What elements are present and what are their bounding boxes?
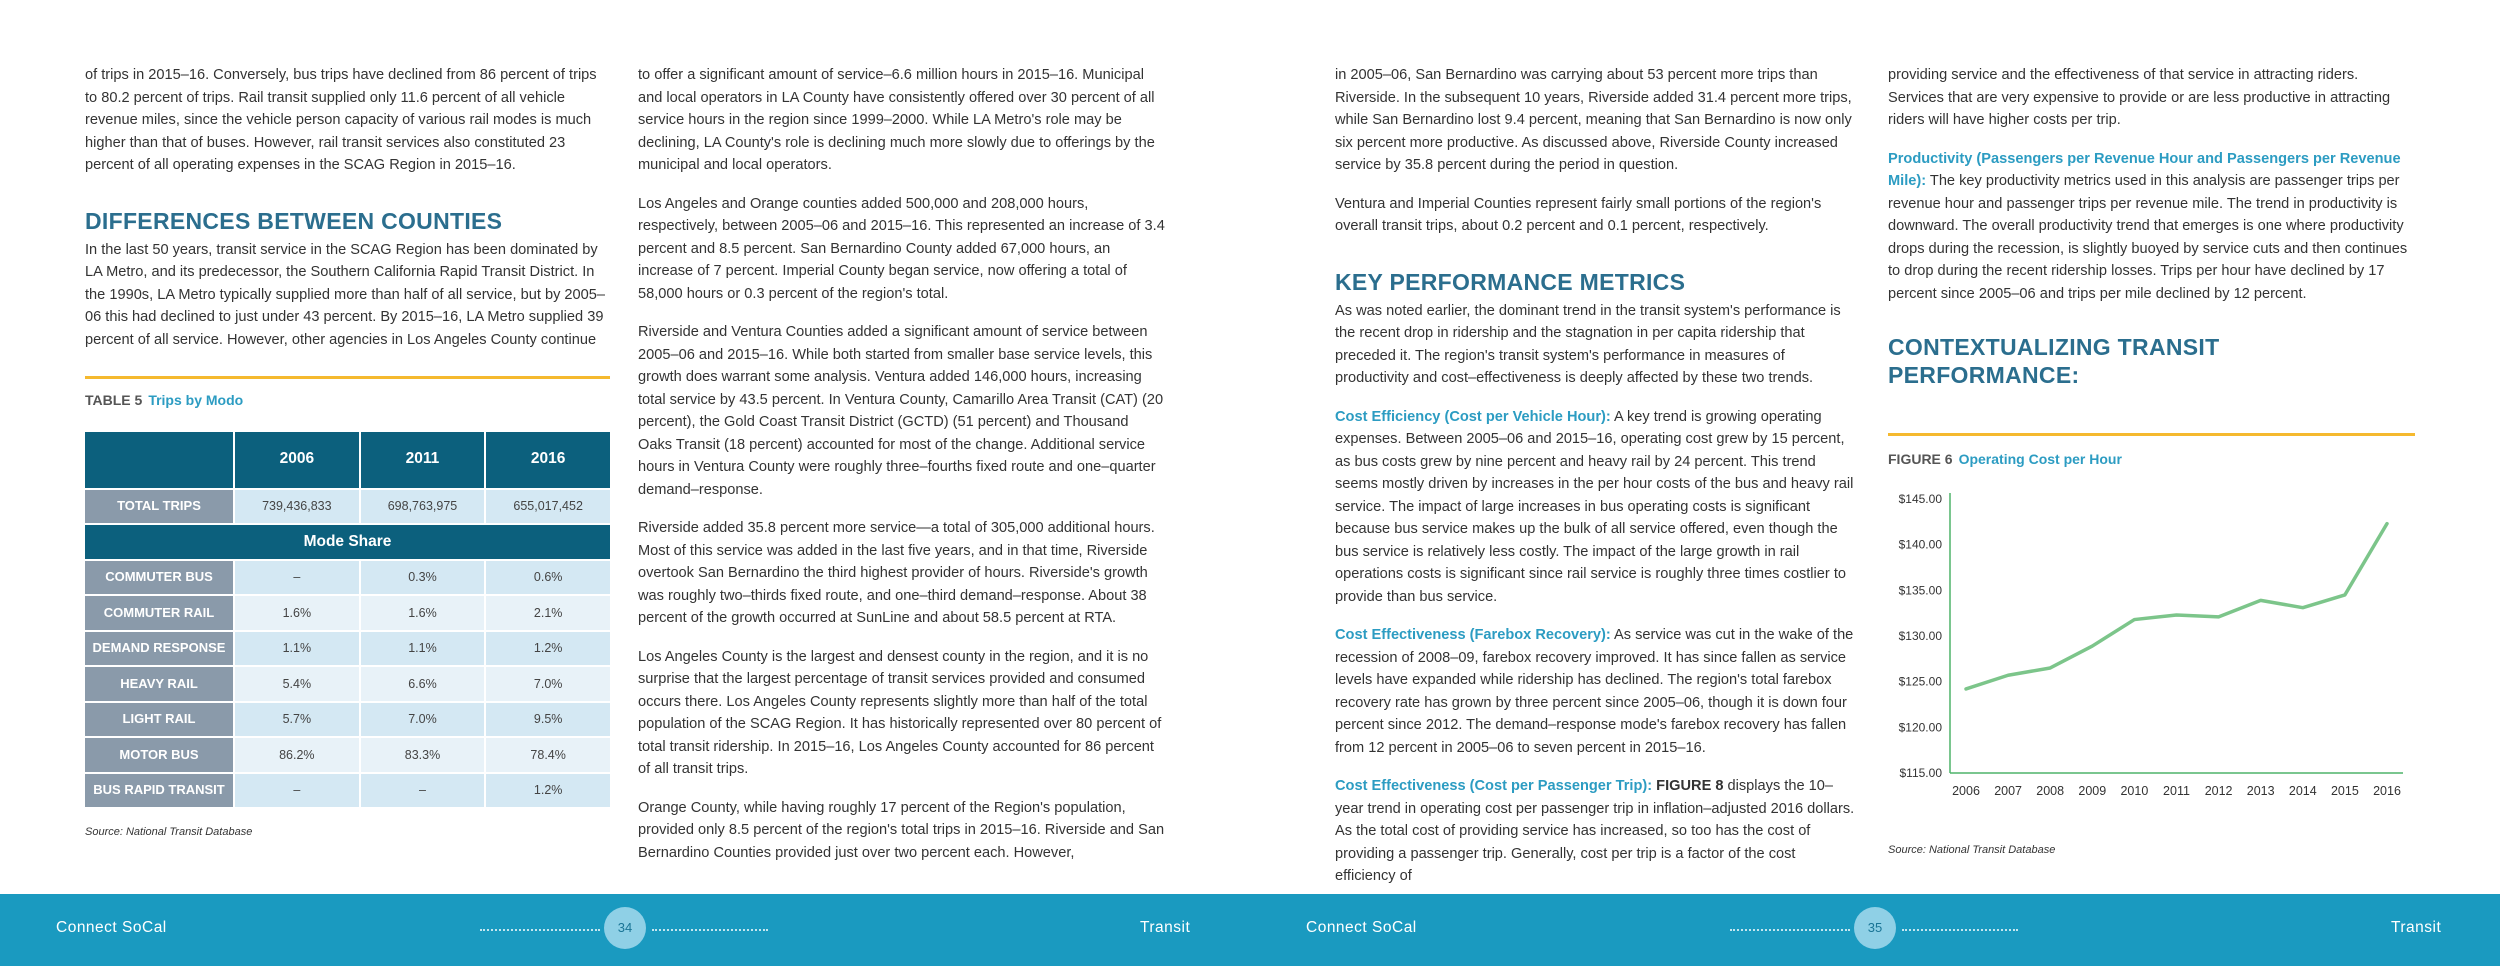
table-row [85,703,610,737]
table-row [85,774,610,808]
row-label: COMMUTER RAIL [85,596,233,630]
table-cell: 83.3% [361,738,485,772]
table-5-block [85,376,610,844]
footer-dots [652,929,768,931]
table-row [85,596,610,630]
x-tick-label: 2015 [2330,783,2359,798]
table-source: Source: National Transit Database [85,826,253,838]
table-cell: 0.6% [486,561,610,595]
paragraph-farebox [1335,624,1860,759]
paragraph: to offer a significant amount of service–6.6 million hours in 2015–16. Municipal and local operators in LA County have consistently offered over 30 percent of all service hours in the region since 1999–2000. While LA Metro's role may be declining, LA County's role is declining much more slowly due to offerings by the municipal and local operators. [638,67,1155,173]
table-row [85,667,610,701]
paragraph: As was noted earlier, the dominant trend in the transit system's performance is the recent drop in ridership and the stagnation in per capita ridership that preceded it. The region's transit system's performance in measures of productivity and cost–effectiveness is deeply affected by these two trends. [1335,302,1841,386]
heading-differences-between-counties: DIFFERENCES BETWEEN COUNTIES [85,207,503,234]
x-tick-label: 2006 [1952,783,1980,798]
paragraph-intro: of trips in 2015–16. Conversely, bus trips have declined from 86 percent of trips to 80.2 percent of trips. Rail transit supplied only 11.6 percent of all vehicle revenue miles, since the vehicle person capacity of various rail modes is much higher than that of buses. However, rail transit services also constituted 23 percent of all operating expenses in the SCAG Region in 2015–16. [85,67,597,173]
table-cell: 7.0% [486,667,610,701]
table-cell: 86.2% [235,738,359,772]
table-cell: 6.6% [361,667,485,701]
table-name: Trips by Modo [148,392,244,408]
lead-term: Cost Efficiency (Cost per Vehicle Hour): [1335,408,1611,425]
table-row [85,738,610,772]
paragraph-body: The key productivity metrics used in this analysis are passenger trips per revenue hour and passenger trips per revenue mile. The trend in productivity is downward. The overall productivity trend that emerges is one where productivity drops during the recession, is slightly buoyed by service cuts and then continues to drop during the recent ridership losses. Trips per hour have declined by 17 percent since 2005–06 and trips per mile declined by 12 percent. [1888,173,2408,302]
table-cell: 5.4% [235,667,359,701]
figure-6-block [1888,433,2415,862]
figure-name: Operating Cost per Hour [1958,451,2122,467]
paragraph: Orange County, while having roughly 17 percent of the Region's population, provided only 8.5 percent of the region's total trips in 2015–16. Riverside and San Bernardino Counties provided just over two percent each. However, [638,799,1165,861]
paragraph: Los Angeles and Orange counties added 500,000 and 208,000 hours, respectively, between 2005–06 and 2015–16. This represented an increase of 3.4 percent and 8.5 percent. San Bernardino County added 67,000 hours, an increase of 7 percent. Imperial County began service, now offering a total of 58,000 hours or 0.3 percent of the region's total. [638,195,1165,302]
x-tick-label: 2011 [2163,783,2190,798]
table-title [85,389,610,412]
table-cell: 1.1% [235,632,359,666]
table-row [85,561,610,595]
table-cell: 1.2% [486,774,610,808]
operating-cost-chart [1888,481,2415,834]
row-label: TOTAL TRIPS [85,490,233,524]
figure-rule [1888,433,2415,436]
heading-contextualizing-transit-performance: CONTEXTUALIZING TRANSIT PERFORMANCE: [1888,334,2220,388]
footer-section-right: Transit [2391,919,2442,936]
lead-term: Productivity (Passengers per Revenue Hour and Passengers per Revenue Mile): [1888,150,2401,189]
x-tick-label: 2008 [2036,783,2065,798]
table-cell: 1.6% [361,596,485,630]
y-tick-label: $130.00 [1898,628,1942,643]
page-number-left: 34 [604,907,646,949]
paragraph-cost-efficiency [1335,406,1860,609]
x-tick-label: 2014 [2288,783,2317,798]
table-header-2016: 2016 [486,432,610,488]
x-tick-label: 2013 [2246,783,2275,798]
operating-cost-line-chart [1888,481,2415,826]
row-label: LIGHT RAIL [85,703,233,737]
table-cell: 2.1% [486,596,610,630]
right-column-2 [1888,64,2415,862]
table-rule [85,376,610,379]
x-tick-label: 2009 [2078,783,2107,798]
right-column-1 [1335,64,1860,904]
left-column-1 [85,64,610,844]
table-cell: – [235,774,359,808]
table-cell: 698,763,975 [361,490,485,524]
table-cell: 739,436,833 [235,490,359,524]
table-row [85,632,610,666]
paragraph: Riverside added 35.8 percent more service—a total of 305,000 additional hours. Most of this service was added in the last five years, and in that time, Riverside overtook San Bernardino the third highest provider of hours. Riverside's growth was roughly two–thirds fixed route, and one–third demand–response. About 38 percent of the growth occurred at SunLine and about 58.5 percent at RTA. [638,520,1155,626]
paragraph-body: displays the 10–year trend in operating cost per passenger trip in inflation–adjusted 2016 dollars. As the total cost of providing service has increased, so too has the cost of providing a passenger trip. Generally, cost per trip is a factor of the cost efficiency of [1335,778,1855,884]
table-cell: 5.7% [235,703,359,737]
footer-section-left: Transit [1140,919,1191,936]
table-row-mode-share [85,525,610,559]
figure-label: FIGURE 6 [1888,451,1953,467]
table-cell: – [361,774,485,808]
lead-term: Cost Effectiveness (Farebox Recovery): [1335,627,1611,643]
y-axis-ticks [1899,492,1943,780]
trips-by-mode-table [83,430,612,810]
row-label: HEAVY RAIL [85,667,233,701]
mode-share-header: Mode Share [85,525,610,559]
y-tick-label: $145.00 [1898,491,1942,506]
x-tick-label: 2016 [2373,783,2401,798]
table-cell: 0.3% [361,561,485,595]
table-cell: 9.5% [486,703,610,737]
table-header-row [85,432,610,488]
y-tick-label: $140.00 [1898,537,1942,552]
row-label: MOTOR BUS [85,738,233,772]
x-tick-label: 2007 [1994,783,2023,798]
page-number-right: 35 [1854,907,1896,949]
x-tick-label: 2010 [2120,783,2149,798]
table-row-total-trips [85,490,610,524]
row-label: DEMAND RESPONSE [85,632,233,666]
table-cell: 655,017,452 [486,490,610,524]
heading-key-performance-metrics: KEY PERFORMANCE METRICS [1335,268,1686,295]
table-header-corner [85,432,233,488]
paragraph-counties: In the last 50 years, transit service in the SCAG Region has been dominated by LA Metro, and its predecessor, the Southern California Rapid Transit District. In the 1990s, LA Metro typically supplied more than half of all service, but by 2005–06 this had declined to just under 43 percent. By 2015–16, LA Metro supplied 39 percent of all service. However, other agencies in Los Angeles County continue [85,241,606,348]
paragraph: providing service and the effectiveness of that service in attracting riders. Services that are very expensive to provide or are less productive in attracting riders will have higher costs per trip. [1888,67,2391,128]
left-column-2 [638,64,1165,880]
table-cell: 78.4% [486,738,610,772]
table-cell: – [235,561,359,595]
y-tick-label: $125.00 [1898,674,1942,689]
x-axis-ticks [1952,784,2401,798]
row-label: BUS RAPID TRANSIT [85,774,233,808]
table-cell: 1.2% [486,632,610,666]
paragraph: Ventura and Imperial Counties represent fairly small portions of the region's overall transit trips, about 0.2 percent and 0.1 percent, respectively. [1335,195,1822,234]
footer-dots [1902,929,2018,931]
row-label: COMMUTER BUS [85,561,233,595]
x-tick-label: 2012 [2204,783,2233,798]
table-cell: 7.0% [361,703,485,737]
figure-reference: FIGURE 8 [1652,778,1724,794]
table-cell: 1.6% [235,596,359,630]
paragraph-cost-per-trip [1335,775,1860,888]
y-tick-label: $120.00 [1898,719,1942,734]
figure-source: Source: National Transit Database [1888,844,2056,856]
paragraph-body: A key trend is growing operating expenses. Between 2005–06 and 2015–16, operating cost grew by 15 percent, as bus costs grew by nine percent and heavy rail by 24 percent. This trend seems mostly driven by increases in the per hour costs of the bus and heavy rail service. The impact of large increases in bus operating costs is significant because bus service makes up the bulk of all service offered, even though the bus service is relatively less costly. The impact of the large growth in rail operations costs is significant since rail service is roughly three times costlier to provide than bus service. [1335,408,1854,605]
paragraph-productivity [1888,148,2415,306]
y-tick-label: $115.00 [1899,765,1942,780]
footer-dots [480,929,600,931]
paragraph: Los Angeles County is the largest and densest county in the region, and it is no surprise that the largest percentage of transit services provided and consumed occurs there. Los Angeles County represents slightly more than half of the total population of the SCAG Region. It has historically represented over 80 percent of total transit ridership. In 2015–16, Los Angeles County accounted for 86 percent of all transit trips. [638,648,1162,777]
footer-brand-left: Connect SoCal [56,919,167,936]
table-header-2006: 2006 [235,432,359,488]
lead-term: Cost Effectiveness (Cost per Passenger Trip): [1335,778,1653,794]
table-label: TABLE 5 [85,392,143,408]
figure-title [1888,448,2415,471]
table-header-2011: 2011 [361,432,485,488]
footer-dots [1730,929,1850,931]
footer-brand-right: Connect SoCal [1306,919,1417,936]
paragraph-body: As service was cut in the wake of the recession of 2008–09, farebox recovery improved. It has since fallen as service levels have expanded while ridership has declined. The region's total farebox recovery rate has grown by three percent since 2005–06, though it is down four percent since 2012. The demand–response mode's farebox recovery has fallen from 12 percent in 2005–06 to seven percent in 2015–16. [1335,627,1854,756]
paragraph: in 2005–06, San Bernardino was carrying about 53 percent more trips than Riverside. In the subsequent 10 years, Riverside added 31.4 percent more trips, while San Bernardino lost 9.4 percent, meaning that San Bernardino is now only six percent more productive. As discussed above, Riverside County increased service by 35.8 percent during the period in question. [1335,67,1852,173]
y-tick-label: $135.00 [1898,582,1942,597]
paragraph: Riverside and Ventura Counties added a significant amount of service between 2005–06 and 2015–16. While both started from smaller base service levels, this growth does warrant some analysis. Ventura added 146,000 hours, increasing total service by 43.5 percent. In Ventura County, Camarillo Area Transit (CAT) (20 percent), the Gold Coast Transit District (GCTD) (51 percent) and Thousand Oaks Transit (18 percent) accounted for most of the change. Additional service hours in Ventura County were roughly three–fourths fixed route and one–quarter demand–response. [638,324,1164,498]
page-footer [0,894,2500,966]
series-line [1966,523,2387,688]
table-cell: 1.1% [361,632,485,666]
